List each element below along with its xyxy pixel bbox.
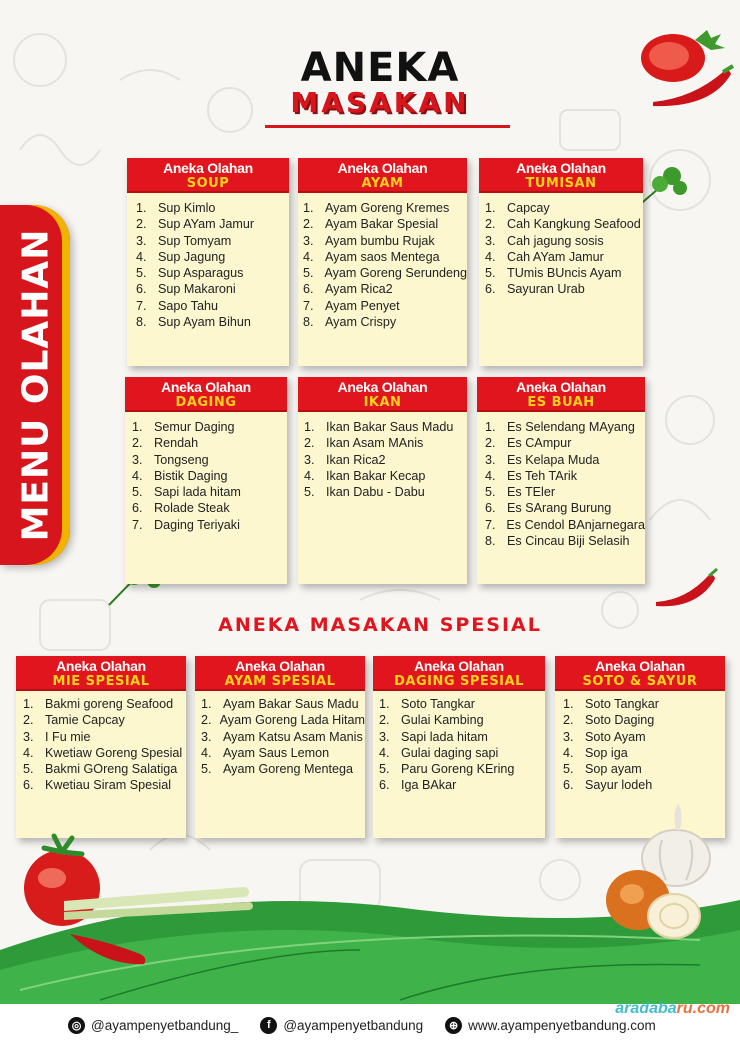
card-head-category: DAGING SPESIAL <box>394 674 524 689</box>
special-section-title: ANEKA MASAKAN SPESIAL <box>218 614 542 636</box>
list-item: 5. Ayam Goreng Mentega <box>201 762 353 777</box>
list-item: 5. Ayam Goreng Serundeng <box>303 266 467 281</box>
list-item: 1. Es Selendang MAyang <box>485 420 635 434</box>
chili-icon-2 <box>652 566 722 616</box>
list-item: 5. Sop ayam <box>563 762 642 777</box>
menu-list <box>563 696 725 794</box>
menu-list <box>132 419 287 533</box>
list-item: 1. Bakmi goreng Seafood <box>23 697 174 711</box>
card-head-category: SOTO & SAYUR <box>582 674 698 689</box>
list-item: 2. Ayam Bakar Spesial <box>303 217 439 232</box>
website-link[interactable] <box>445 1017 656 1034</box>
list-item: 6. Kwetiau Siram Spesial <box>23 778 171 793</box>
globe-icon: ⊕ <box>445 1017 462 1034</box>
facebook-handle[interactable] <box>260 1017 423 1034</box>
list-item: 1. Soto Tangkar <box>379 697 475 711</box>
card-ayam <box>298 158 467 366</box>
list-item: 2. Tamie Capcay <box>23 713 125 728</box>
list-item: 3. Sup Tomyam <box>136 233 232 248</box>
card-daging-spesial <box>373 656 545 838</box>
list-item: 2. Ikan Asam MAnis <box>304 436 424 451</box>
list-item: 7. Daging Teriyaki <box>132 517 240 532</box>
menu-list <box>485 419 645 549</box>
card-head <box>127 158 289 193</box>
card-head-title: Aneka Olahan <box>516 160 606 176</box>
list-item: 2. Cah Kangkung Seafood <box>485 217 641 232</box>
list-item: 4. Es Teh TArik <box>485 468 577 483</box>
chili-icon <box>648 62 738 112</box>
card-head <box>555 656 725 691</box>
list-item: 3. Es Kelapa Muda <box>485 452 600 467</box>
side-tab-label: MENU OLAHAN <box>15 228 57 542</box>
list-item: 6. Ayam Rica2 <box>303 282 393 297</box>
card-mie-spesial <box>16 656 186 838</box>
list-item: 2. Sup AYam Jamur <box>136 217 255 232</box>
list-item: 2. Es CAmpur <box>485 436 572 451</box>
card-head <box>298 377 467 412</box>
card-head-category: IKAN <box>363 395 402 410</box>
list-item: 6. Iga BAkar <box>379 778 457 793</box>
card-head-category: MIE SPESIAL <box>52 674 150 689</box>
list-item: 5. Paru Goreng KEring <box>379 762 515 777</box>
card-head-title: Aneka Olahan <box>516 379 606 395</box>
menu-list <box>485 200 643 298</box>
list-item: 4. Gulai daging sapi <box>379 745 499 760</box>
instagram-handle[interactable] <box>68 1017 238 1034</box>
list-item: 5. Sapi lada hitam <box>132 485 241 500</box>
website-text: www.ayampenyetbandung.com <box>468 1017 656 1033</box>
list-item: 8. Ayam Crispy <box>303 315 397 330</box>
list-item: 5. TUmis BUncis Ayam <box>485 266 622 281</box>
list-item: 6. Sup Makaroni <box>136 282 236 297</box>
card-head-category: AYAM <box>361 176 404 191</box>
title-main: ANEKA <box>300 45 460 91</box>
list-item: 2. Gulai Kambing <box>379 713 484 728</box>
facebook-text: @ayampenyetbandung <box>283 1017 424 1033</box>
list-item: 7. Es Cendol BAnjarnegara <box>485 517 645 532</box>
list-item: 5. Bakmi GOreng Salatiga <box>23 762 178 777</box>
list-item: 5. Es TEler <box>485 485 556 500</box>
list-item: 1. Sup Kimlo <box>136 201 216 215</box>
card-head <box>479 158 643 193</box>
list-item: 6. Sayuran Urab <box>485 282 585 297</box>
menu-list <box>304 419 467 500</box>
list-item: 3. Ayam bumbu Rujak <box>303 233 435 248</box>
list-item: 3. Ayam Katsu Asam Manis <box>201 729 363 744</box>
chili-icon-bottom <box>66 920 156 970</box>
card-ikan <box>298 377 467 584</box>
list-item: 3. Cah jagung sosis <box>485 233 604 248</box>
card-head <box>125 377 287 412</box>
list-item: 1. Ikan Bakar Saus Madu <box>304 420 454 434</box>
card-head-title: Aneka Olahan <box>414 658 504 674</box>
list-item: 3. Soto Ayam <box>563 729 646 744</box>
card-head-title: Aneka Olahan <box>161 379 251 395</box>
list-item: 5. Ikan Dabu - Dabu <box>304 485 425 500</box>
watermark-part1: aradaba <box>615 1000 677 1017</box>
title-underline <box>265 125 510 128</box>
list-item: 1. Soto Tangkar <box>563 697 659 711</box>
card-head-category: TUMISAN <box>525 176 597 191</box>
card-head-title: Aneka Olahan <box>595 658 685 674</box>
list-item: 2. Rendah <box>132 436 199 451</box>
list-item: 4. Bistik Daging <box>132 468 228 483</box>
card-head <box>373 656 545 691</box>
list-item: 1. Ayam Bakar Saus Madu <box>201 697 359 711</box>
list-item: 7. Ayam Penyet <box>303 298 400 313</box>
menu-list <box>23 696 186 794</box>
list-item: 7. Sapo Tahu <box>136 298 218 313</box>
list-item: 4. Cah AYam Jamur <box>485 249 604 264</box>
card-es-buah <box>477 377 645 584</box>
card-head <box>477 377 645 412</box>
card-head-category: DAGING <box>175 395 237 410</box>
list-item: 6. Sayur lodeh <box>563 778 653 793</box>
card-ayam-spesial <box>195 656 365 838</box>
list-item: 3. Tongseng <box>132 452 209 467</box>
card-tumisan <box>479 158 643 366</box>
onion-icon <box>600 860 710 950</box>
card-soup <box>127 158 289 366</box>
list-item: 2. Ayam Goreng Lada Hitam <box>201 713 365 728</box>
title-block <box>230 45 530 119</box>
list-item: 8. Es Cincau Biji Selasih <box>485 534 630 549</box>
menu-list <box>303 200 467 330</box>
list-item: 4. Sop iga <box>563 745 628 760</box>
list-item: 4. Ayam Saus Lemon <box>201 745 330 760</box>
list-item: 3. Sapi lada hitam <box>379 729 488 744</box>
menu-list <box>379 696 545 794</box>
card-head-title: Aneka Olahan <box>337 379 428 395</box>
watermark-part2: ru.com <box>676 1000 730 1017</box>
list-item: 5. Sup Asparagus <box>136 266 244 281</box>
list-item: 3. Ikan Rica2 <box>304 452 386 467</box>
card-head <box>16 656 186 691</box>
list-item: 4. Sup Jagung <box>136 249 226 264</box>
list-item: 6. Rolade Steak <box>132 501 230 516</box>
menu-list <box>201 696 365 777</box>
card-head <box>298 158 467 193</box>
list-item: 8. Sup Ayam Bihun <box>136 315 251 330</box>
card-head-category: AYAM SPESIAL <box>224 674 336 689</box>
card-head-category: SOUP <box>186 176 230 191</box>
card-head-category: ES BUAH <box>527 395 595 410</box>
menu-list <box>136 200 289 330</box>
card-head <box>195 656 365 691</box>
list-item: 4. Ayam saos Mentega <box>303 249 440 264</box>
watermark <box>615 1000 730 1018</box>
list-item: 1. Capcay <box>485 201 550 215</box>
list-item: 4. Ikan Bakar Kecap <box>304 468 426 483</box>
card-head-title: Aneka Olahan <box>56 658 146 674</box>
list-item: 6. Es SArang Burung <box>485 501 612 516</box>
instagram-icon: ◎ <box>68 1017 85 1034</box>
list-item: 1. Ayam Goreng Kremes <box>303 201 450 215</box>
card-head-title: Aneka Olahan <box>337 160 428 176</box>
card-head-title: Aneka Olahan <box>235 658 325 674</box>
list-item: 1. Semur Daging <box>132 420 235 434</box>
title-sub: MASAKAN <box>290 86 470 119</box>
list-item: 2. Soto Daging <box>563 713 655 728</box>
list-item: 4. Kwetiaw Goreng Spesial <box>23 745 183 760</box>
card-daging <box>125 377 287 584</box>
facebook-icon: f <box>260 1017 277 1034</box>
instagram-text: @ayampenyetbandung_ <box>91 1017 239 1033</box>
card-head-title: Aneka Olahan <box>163 160 253 176</box>
list-item: 3. I Fu mie <box>23 729 91 744</box>
